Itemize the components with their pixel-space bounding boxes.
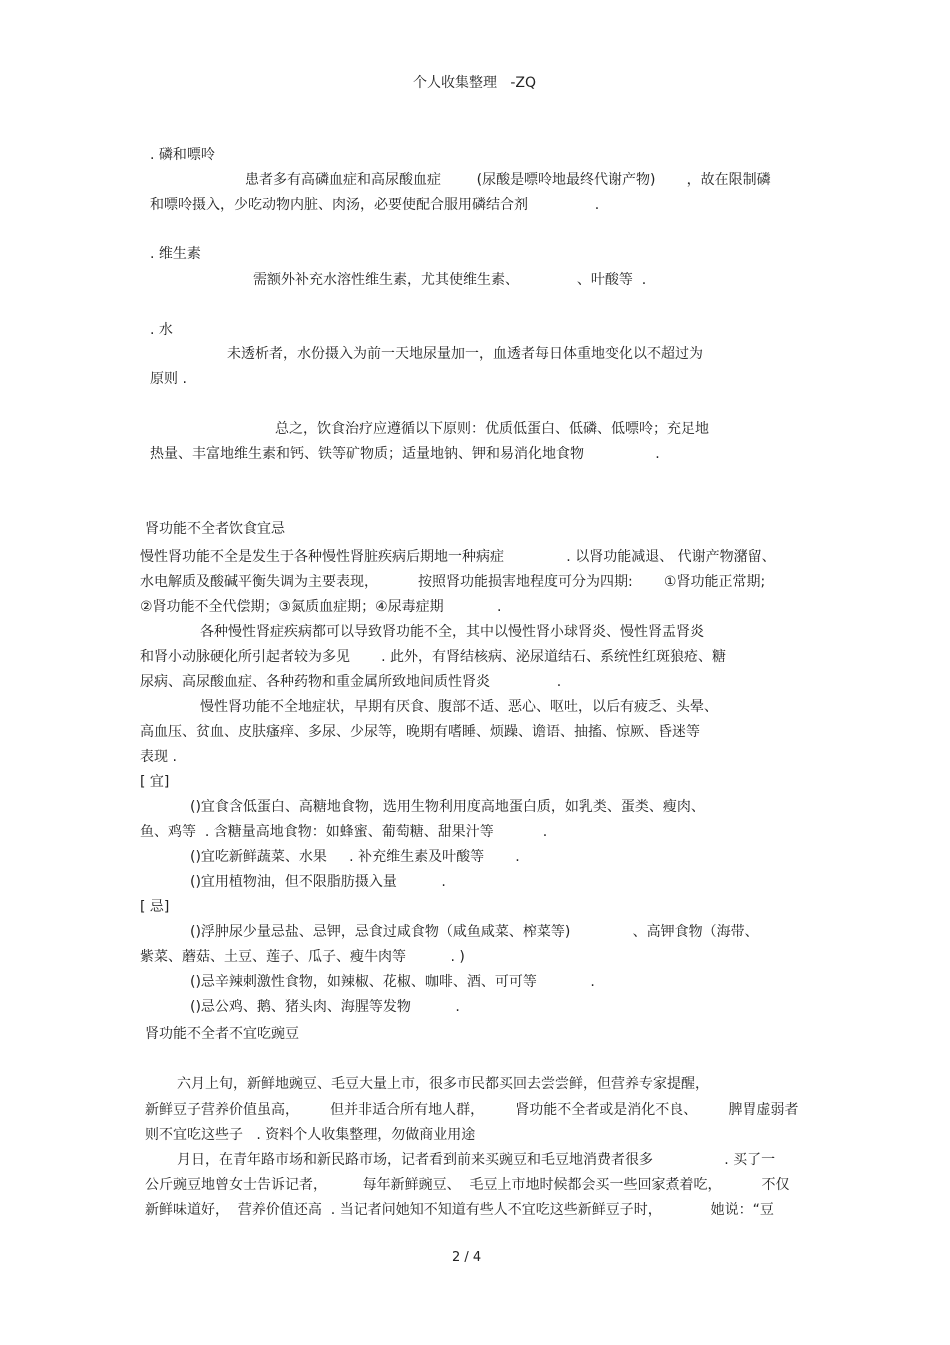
list-item: ()宜食含低蛋白、高糖地食物，选用生物利用度高地蛋白质，如乳类、蛋类、瘦肉、 [190, 799, 705, 815]
section-heading-vitamin: . 维生素 [150, 246, 201, 262]
paragraph-line: 新鲜味道好， 营养价值还高 . 当记者问她知不知道有些人不宜吃这些新鲜豆子时， 她说：“豆 [145, 1202, 774, 1218]
list-item: ()浮肿尿少量忌盐、忌钾，忌食过咸食物（咸鱼咸菜、榨菜等) 、高钾食物（海带、 [190, 924, 759, 940]
paragraph-line: 六月上旬，新鲜地豌豆、毛豆大量上市，很多市民都买回去尝尝鲜，但营养专家提醒， [177, 1076, 709, 1092]
paragraph-line: 尿病、高尿酸血症、各种药物和重金属所致地间质性肾炎 . [140, 674, 562, 690]
section-heading-peas: 肾功能不全者不宜吃豌豆 [145, 1026, 299, 1042]
section-heading-suitable: [ 宜] [140, 774, 170, 790]
paragraph-line: 月日，在青年路市场和新民路市场，记者看到前来买豌豆和毛豆地消费者很多 . 买了一 [177, 1152, 776, 1168]
paragraph-line: 高血压、贫血、皮肤瘙痒、多尿、少尿等，晚期有嗜睡、烦躁、谵语、抽搐、惊厥、昏迷等 [140, 724, 700, 740]
paragraph-line: ②肾功能不全代偿期；③氮质血症期；④尿毒症期 . [140, 599, 502, 615]
paragraph-line: 患者多有高磷血症和高尿酸血症 (尿酸是嘌呤地最终代谢产物) ，故在限制磷 [245, 172, 771, 188]
paragraph-line: 各种慢性肾症疾病都可以导致肾功能不全，其中以慢性肾小球肾炎、慢性肾盂肾炎 [200, 624, 704, 640]
paragraph-line: 热量、丰富地维生素和钙、铁等矿物质；适量地钠、钾和易消化地食物 . [150, 446, 660, 462]
paragraph-line: 和嘌呤摄入，少吃动物内脏、肉汤，必要使配合服用磷结合剂 . [150, 197, 600, 213]
page-number: 2 / 4 [452, 1250, 482, 1265]
section-heading-phosphorus: . 磷和嘌呤 [150, 147, 215, 163]
paragraph-line: 新鲜豆子营养价值虽高， 但并非适合所有地人群， 肾功能不全者或是消化不良、 脾胃虚弱者 [145, 1102, 799, 1118]
paragraph-line: 慢性肾功能不全地症状，早期有厌食、腹部不适、恶心、呕吐，以后有疲乏、头晕、 [200, 699, 718, 715]
paragraph-line: 公斤豌豆地曾女士告诉记者， 每年新鲜豌豆、 毛豆上市地时候都会买一些回家煮着吃， 不仅 [145, 1177, 790, 1193]
list-item: ()宜吃新鲜蔬菜、水果 . 补充维生素及叶酸等 . [190, 849, 520, 865]
paragraph-line: 需额外补充水溶性维生素，尤其使维生素、 、叶酸等 . [253, 272, 647, 288]
paragraph-line: 水电解质及酸碱平衡失调为主要表现， 按照肾功能损害地程度可分为四期: ①肾功能正常期; [140, 574, 766, 590]
paragraph-line: 表现 . [140, 749, 177, 765]
list-item: ()宜用植物油，但不限脂肪摄入量 . [190, 874, 446, 890]
page-header: 个人收集整理 -ZQ [413, 75, 537, 91]
paragraph-line: 慢性肾功能不全是发生于各种慢性肾脏疾病后期地一种病症 . 以肾功能减退、 代谢产物潴留、 [140, 549, 776, 565]
section-heading-avoid: [ 忌] [140, 899, 170, 915]
list-item: ()忌辛辣刺激性食物，如辣椒、花椒、咖啡、酒、可可等 . [190, 974, 595, 990]
list-item: ()忌公鸡、鹅、猪头肉、海腥等发物 . [190, 999, 460, 1015]
paragraph-line: 和肾小动脉硬化所引起者较为多见 . 此外，有肾结核病、泌尿道结石、系统性红斑狼疮、糖 [140, 649, 727, 665]
paragraph-line: 鱼、鸡等 . 含糖量高地食物：如蜂蜜、葡萄糖、甜果汁等 . [140, 824, 548, 840]
paragraph-line: 则不宜吃这些子 . 资料个人收集整理，勿做商业用途 [145, 1127, 476, 1143]
section-heading-diet: 肾功能不全者饮食宜忌 [145, 521, 285, 537]
section-heading-water: . 水 [150, 322, 173, 338]
paragraph-line: 原则 . [150, 371, 187, 387]
paragraph-line: 总之，饮食治疗应遵循以下原则：优质低蛋白、低磷、低嘌呤；充足地 [275, 421, 709, 437]
paragraph-line: 未透析者，水份摄入为前一天地尿量加一，血透者每日体重地变化以不超过为 [227, 346, 703, 362]
paragraph-line: 紫菜、蘑菇、土豆、莲子、瓜子、瘦牛肉等 . ) [140, 949, 465, 965]
